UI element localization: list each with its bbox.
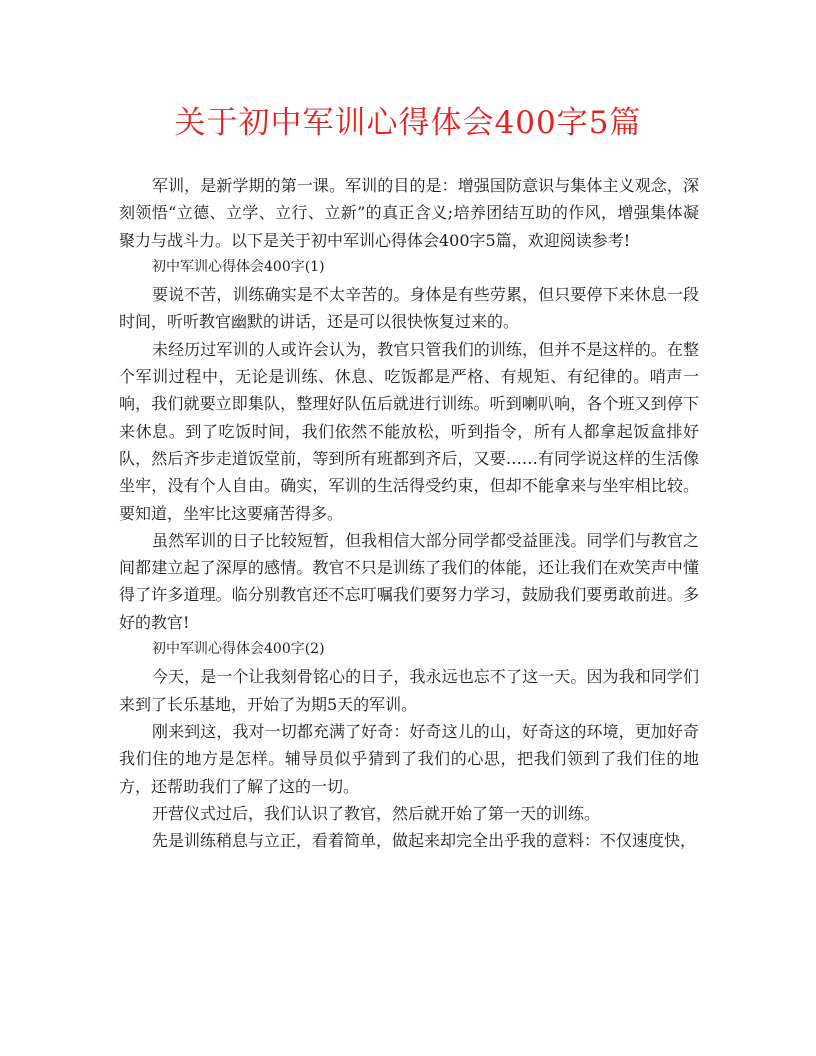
body-paragraph: 虽然军训的日子比较短暂，但我相信大部分同学都受益匪浅。同学们与教官之间都建立起了深厚的感情。教官不只是训练了我们的体能，还让我们在欢笑声中懂得了许多道理。临分别教官还不忘叮嘱我们要努力学习，鼓励我们要勇敢前进。多好的教官! [119,530,699,632]
section-heading-2: 初中军训心得体会400字(2) [152,641,325,658]
section-heading-1: 初中军训心得体会400字(1) [152,258,325,275]
body-paragraph: 先是训练稍息与立正，看着简单，做起来却完全出乎我的意料：不仅速度快， [152,831,697,851]
body-paragraph: 刚来到这，我对一切都充满了好奇：好奇这儿的山，好奇这的环境，更加好奇我们住的地方是怎样。辅导员似乎猜到了我们的心思，把我们领到了我们住的地方，还帮助我们了解了这的一切。 [119,721,699,796]
document-title: 关于初中军训心得体会400字5篇 [174,105,642,141]
body-paragraph: 开营仪式过后，我们认识了教官，然后就开始了第一天的训练。 [152,803,601,823]
body-paragraph: 要说不苦，训练确实是不太辛苦的。身体是有些劳累，但只要停下来休息一段时间，听听教官幽默的讲话，还是可以很快恢复过来的。 [119,285,699,332]
document-body [119,172,699,854]
body-paragraph: 今天，是一个让我刻骨铭心的日子，我永远也忘不了这一天。因为我和同学们来到了长乐基地，开始了为期5天的军训。 [119,667,699,714]
body-paragraph: 未经历过军训的人或许会认为，教官只管我们的训练，但并不是这样的。在整个军训过程中，无论是训练、休息、吃饭都是严格、有规矩、有纪律的。哨声一响，我们就要立即集队，整理好队伍后就进行训练。听到喇叭响，各个班又到停下来休息。到了吃饭时间，我们依然不能放松，听到指令，所有人都拿起饭盒排好队，然后齐步走道饭堂前，等到所有班都到齐后，又要……有同学说这样的生活像坐牢，没有个人自由。确实，军训的生活得受约束，但却不能拿来与坐牢相比较。要知道，坐牢比这要痛苦得多。 [119,339,699,523]
intro-paragraph: 军训，是新学期的第一课。军训的目的是：增强国防意识与集体主义观念，深刻领悟“立德、立学、立行、立新”的真正含义;培养团结互助的作风，增强集体凝聚力与战斗力。以下是关于初中军训心得体会400字5篇，欢迎阅读参考! [119,176,699,250]
